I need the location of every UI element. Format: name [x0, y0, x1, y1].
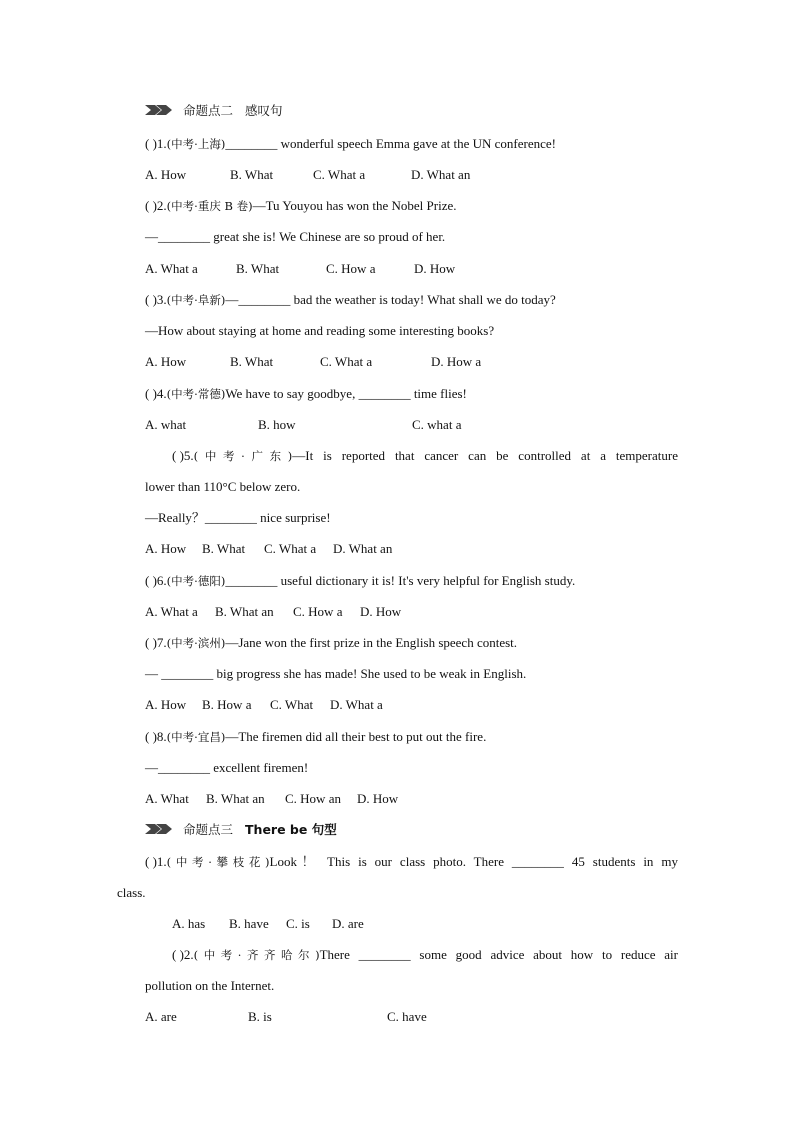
answer-blank[interactable]: ( ): [145, 292, 157, 307]
section-title-label: 命题点三: [183, 822, 234, 837]
question-text: —________ bad the weather is today! What shall we do today?: [225, 292, 556, 307]
question-5: [172, 448, 678, 464]
question-text: ________ wonderful speech Emma gave at the UN conference!: [225, 136, 556, 151]
question-s3-1-continued: class.: [117, 885, 146, 900]
question-source: (中考·阜新): [166, 293, 226, 307]
question-s3-1: [145, 854, 678, 870]
option-b[interactable]: B. What: [236, 261, 280, 276]
question-text: There ________ some good advice about how to reduce air: [319, 947, 678, 962]
question-text: ________ useful dictionary it is! It's very helpful for English study.: [225, 573, 576, 588]
option-a[interactable]: A. has: [172, 916, 206, 931]
question-text: We have to say goodbye, ________ time flies!: [225, 386, 467, 401]
option-c[interactable]: C. what a: [412, 417, 462, 432]
answer-blank[interactable]: ( ): [172, 947, 184, 962]
option-d[interactable]: D. How a: [431, 354, 482, 369]
question-1: [145, 136, 556, 152]
question-number: 6.: [156, 573, 167, 588]
option-d[interactable]: D. What a: [330, 697, 383, 712]
question-number: 8.: [156, 729, 167, 744]
question-number: 3.: [156, 292, 167, 307]
question-number: 4.: [156, 386, 167, 401]
option-a[interactable]: A. How: [145, 697, 187, 712]
question-source: (中考·攀枝花): [166, 855, 270, 869]
question-source: (中考·滨州): [166, 636, 226, 650]
option-c[interactable]: C. How a: [326, 261, 376, 276]
question-number: 1.: [156, 854, 167, 869]
option-a[interactable]: A. How: [145, 167, 187, 182]
question-8: [145, 729, 486, 745]
question-6: [145, 573, 575, 589]
question-2-response: —________ great she is! We Chinese are so proud of her.: [145, 229, 446, 244]
question-3: [145, 292, 556, 308]
section-header-there-be: [145, 822, 337, 838]
option-d[interactable]: D. What an: [333, 541, 393, 556]
answer-blank[interactable]: ( ): [145, 386, 157, 401]
question-5-response: —Really？________ nice surprise!: [145, 510, 331, 525]
question-2: [145, 198, 456, 214]
answer-blank[interactable]: ( ): [145, 573, 157, 588]
answer-blank[interactable]: ( ): [145, 635, 157, 650]
question-s3-2-continued: pollution on the Internet.: [145, 978, 275, 993]
question-source: (中考·常德): [166, 387, 226, 401]
option-a[interactable]: A. What a: [145, 261, 198, 276]
option-d[interactable]: D. How: [357, 791, 399, 806]
question-number: 2.: [156, 198, 167, 213]
question-4: [145, 386, 467, 402]
answer-blank[interactable]: ( ): [145, 136, 157, 151]
option-b[interactable]: B. is: [248, 1009, 272, 1024]
option-b[interactable]: B. What: [230, 167, 274, 182]
option-a[interactable]: A. are: [145, 1009, 177, 1024]
option-c[interactable]: C. How a: [293, 604, 343, 619]
question-number: 5.: [183, 448, 194, 463]
option-b[interactable]: B. What an: [215, 604, 274, 619]
option-a[interactable]: A. How: [145, 541, 187, 556]
option-a[interactable]: A. what: [145, 417, 187, 432]
answer-blank[interactable]: ( ): [145, 729, 157, 744]
answer-blank[interactable]: ( ): [172, 448, 184, 463]
option-c[interactable]: C. What: [270, 697, 314, 712]
option-b[interactable]: B. how: [258, 417, 296, 432]
option-b[interactable]: B. What: [202, 541, 246, 556]
option-d[interactable]: D. How: [414, 261, 456, 276]
section-header-exclamation: [145, 103, 283, 119]
option-c[interactable]: C. What a: [313, 167, 366, 182]
question-7: [145, 635, 517, 651]
option-b[interactable]: B. What an: [206, 791, 265, 806]
section-title-label: 命题点二: [183, 103, 234, 118]
question-7-response: — ________ big progress she has made! She used to be weak in English.: [145, 666, 527, 681]
question-source: (中考·齐齐哈尔): [193, 948, 320, 962]
option-a[interactable]: A. What: [145, 791, 189, 806]
section-title: 感叹句: [245, 103, 283, 118]
question-number: 7.: [156, 635, 167, 650]
question-s3-2: [172, 947, 678, 963]
question-text: —The firemen did all their best to put out the fire.: [225, 729, 487, 744]
option-c[interactable]: C. What a: [264, 541, 317, 556]
option-c[interactable]: C. have: [387, 1009, 427, 1024]
question-3-response: —How about staying at home and reading some interesting books?: [145, 323, 495, 338]
option-b[interactable]: B. What: [230, 354, 274, 369]
option-a[interactable]: A. How: [145, 354, 187, 369]
question-number: 2.: [183, 947, 194, 962]
question-5-continued: lower than 110°C below zero.: [145, 479, 301, 494]
option-d[interactable]: D. are: [332, 916, 364, 931]
question-text: —Tu Youyou has won the Nobel Prize.: [252, 198, 457, 213]
question-source: (中考·宜昌): [166, 730, 226, 744]
option-b[interactable]: B. How a: [202, 697, 252, 712]
question-text: —It is reported that cancer can be controlled at a temperature: [292, 448, 678, 463]
option-b[interactable]: B. have: [229, 916, 269, 931]
option-d[interactable]: D. What an: [411, 167, 471, 182]
question-source: (中考·上海): [166, 137, 226, 151]
option-c[interactable]: C. How an: [285, 791, 341, 806]
option-d[interactable]: D. How: [360, 604, 402, 619]
question-source: (中考·广东): [193, 449, 293, 463]
section-title: There be 句型: [245, 822, 337, 837]
option-c[interactable]: C. is: [286, 916, 310, 931]
answer-blank[interactable]: ( ): [145, 854, 157, 869]
question-text: —Jane won the first prize in the English speech contest.: [225, 635, 518, 650]
option-c[interactable]: C. What a: [320, 354, 373, 369]
option-a[interactable]: A. What a: [145, 604, 198, 619]
double-arrow-icon: [145, 822, 173, 836]
question-number: 1.: [156, 136, 167, 151]
answer-blank[interactable]: ( ): [145, 198, 157, 213]
question-text: Look！ This is our class photo. There ________ 45 students in my: [269, 854, 678, 869]
question-source: (中考·重庆 B 卷): [166, 199, 253, 213]
question-8-response: —________ excellent firemen!: [145, 760, 309, 775]
question-source: (中考·德阳): [166, 574, 226, 588]
double-arrow-icon: [145, 103, 173, 117]
